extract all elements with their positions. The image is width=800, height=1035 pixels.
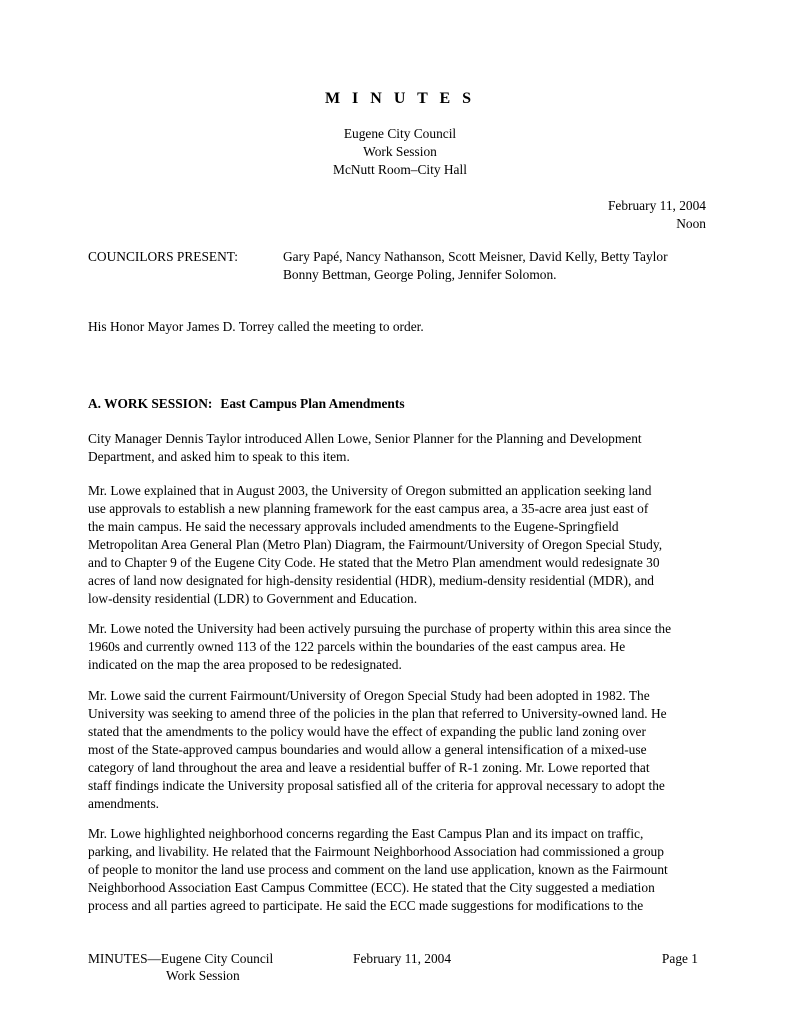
section-label: A. WORK SESSION: (88, 396, 213, 411)
meeting-time: Noon (676, 216, 706, 231)
paragraph-line: most of the State-approved campus boundaries and would allow a general intensification of a mixed-use (88, 742, 647, 757)
names-line: Gary Papé, Nancy Nathanson, Scott Meisner, David Kelly, Betty Taylor (283, 249, 668, 264)
meeting-date: February 11, 2004 (607, 198, 706, 213)
councilors-present-label: COUNCILORS PRESENT: (88, 249, 238, 264)
paragraph-line: and to Chapter 9 of the Eugene City Code. He stated that the Metro Plan amendment would redesignate 30 (88, 555, 660, 570)
paragraph-line: parking, and livability. He related that the Fairmount Neighborhood Association had commissioned a group (88, 844, 664, 859)
section-heading (88, 395, 405, 413)
paragraph-line: amendments. (88, 796, 160, 811)
header-body: Eugene City Council (343, 126, 457, 141)
paragraph-line: Neighborhood Association East Campus Committee (ECC). He stated that the City suggested a mediation (88, 880, 655, 895)
header-session-type: Work Session (363, 144, 437, 159)
paragraph-line: University was seeking to amend three of the policies in the plan that referred to University-owned land. He (88, 706, 667, 721)
footer-date: February 11, 2004 (353, 951, 452, 966)
paragraph (88, 687, 728, 813)
paragraph (88, 825, 728, 915)
footer-session-type: Work Session (166, 968, 240, 983)
date-block (608, 197, 706, 233)
called-to-order-statement: His Honor Mayor James D. Torrey called the meeting to order. (88, 319, 424, 334)
meeting-header (0, 125, 800, 179)
paragraph (88, 430, 728, 466)
paragraph-line: Mr. Lowe said the current Fairmount/University of Oregon Special Study had been adopted in 1982. The (88, 688, 650, 703)
paragraph-line: Mr. Lowe highlighted neighborhood concerns regarding the East Campus Plan and its impact on traffic, (88, 826, 644, 841)
paragraph-line: Department, and asked him to speak to this item. (88, 449, 350, 464)
councilors-present-names (283, 248, 668, 284)
paragraph-line: City Manager Dennis Taylor introduced Allen Lowe, Senior Planner for the Planning and Development (88, 431, 642, 446)
section-subject: East Campus Plan Amendments (220, 396, 405, 411)
footer-document-name: MINUTES—Eugene City Council (88, 951, 274, 966)
paragraph-line: staff findings indicate the University proposal satisfied all of the criteria for approval necessary to adopt the (88, 778, 665, 793)
header-location: McNutt Room–City Hall (333, 162, 467, 177)
paragraph (88, 620, 728, 674)
paragraph-line: Metropolitan Area General Plan (Metro Plan) Diagram, the Fairmount/University of Oregon Special Study, (88, 537, 663, 552)
paragraph-line: 1960s and currently owned 113 of the 122 parcels within the boundaries of the east campus area. He (88, 639, 626, 654)
page-number: Page 1 (661, 951, 698, 966)
paragraph-line: the main campus. He said the necessary approvals included amendments to the Eugene-Springfield (88, 519, 619, 534)
paragraph-line: indicated on the map the area proposed to be redesignated. (88, 657, 402, 672)
paragraph (88, 482, 728, 608)
paragraph-line: Mr. Lowe explained that in August 2003, the University of Oregon submitted an application seeking land (88, 483, 652, 498)
paragraph-line: Mr. Lowe noted the University had been actively pursuing the purchase of property within this area since the (88, 621, 672, 636)
document-title: M I N U T E S (324, 90, 476, 107)
paragraph-line: low-density residential (LDR) to Government and Education. (88, 591, 418, 606)
paragraph-line: stated that the amendments to the policy would have the effect of expanding the public land zoning over (88, 724, 646, 739)
names-line: Bonny Bettman, George Poling, Jennifer Solomon. (283, 267, 557, 282)
paragraph-line: use approvals to establish a new planning framework for the east campus area, a 35-acre area just east of (88, 501, 649, 516)
paragraph-line: acres of land now designated for high-density residential (HDR), medium-density residential (MDR), and (88, 573, 654, 588)
paragraph-line: category of land throughout the area and leave a residential buffer of R-1 zoning. Mr. Lowe reported that (88, 760, 650, 775)
paragraph-line: process and all parties agreed to participate. He said the ECC made suggestions for modifications to the (88, 898, 644, 913)
paragraph-line: of people to monitor the land use process and comment on the land use application, known as the Fairmount (88, 862, 668, 877)
